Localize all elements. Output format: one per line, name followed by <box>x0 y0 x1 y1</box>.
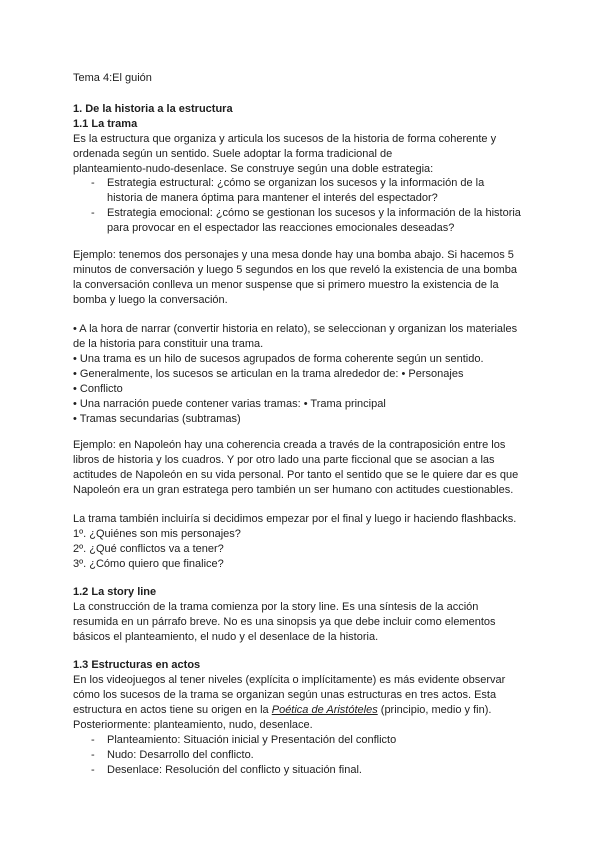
subsection-heading: 1.3 Estructuras en actos <box>73 659 201 671</box>
paragraph-intro: Es la estructura que organiza y articula los sucesos de la historia de forma coherente y ordenada según un sentido. Suele adoptar la forma tradicional de planteamiento-nudo-desenlace. Se construye según una doble estrategia: <box>73 133 497 175</box>
subsection-heading: 1.2 La story line <box>73 586 157 598</box>
paragraph-example-napoleon: Ejemplo: en Napoleón hay una coherencia creada a través de la contraposición entre los libros de historia y los cuadros. Y por otro lado una parte ficcional que se asocian a las actitudes de Napoleón en su vida personal. Por tanto el sentido que se le quiere dar es que Napoleón era un gran estratega pero también un ser humano con actitudes cuestionables. <box>73 439 519 496</box>
subsection-heading: 1.1 La trama <box>73 118 138 130</box>
paragraph-story-line: La construcción de la trama comienza por la story line. Es una síntesis de la acción resumida en un párrafo breve. No es una sinopsis ya que debe incluir como elementos básicos el planteamiento, el nudo y el desenlace de la historia. <box>73 601 496 643</box>
paragraph-example-bomb: Ejemplo: tenemos dos personajes y una mesa donde hay una bomba abajo. Si hacemos 5 minutos de conversación y luego 5 segundos en los que reveló la existencia de una bomba la conversación conlleva un menor suspense que si primero muestro la existencia de la bomba y luego la conversación. <box>73 249 517 306</box>
document-page: Tema 4:El guión 1. De la historia a la estructura 1.1 La trama Es la estructura que organiza y articula los sucesos de la historia de forma coherente y ordenada según un sentido. Suele adoptar la forma tradicional de planteamiento-nudo-desenlace. Se construye según una doble estrategia: - Estrategia estructural: ¿cómo se organizan los sucesos y la información de la historia de manera óptima para mantener el interés del espectador? - Estrategia emocional: ¿cómo se gestionan los sucesos y la información de la historia para provocar en el espectador las reacciones emocionales deseadas? Ejemplo: tenemos dos personajes y una mesa donde hay una bomba abajo. Si hacemos 5 minutos de conversación y luego 5 segundos en los que reveló la existencia de una bomba la conversación conlleva un menor suspense que si primero muestro la existencia de la bomba y luego la conversación. • A la hora de narrar (convertir historia en relato), se seleccionan y organizan los materiales de la historia para constituir una trama. • Una trama es un hilo de sucesos agrupados de forma coherente según un sentido. • Generalmente, los sucesos se articulan en la trama alrededor de: • Personajes • Conflicto • Una narración puede contener varias tramas: • Trama principal • Tramas secundarias (subtramas) Ejemplo: en Napoleón hay una coherencia creada a través de la contraposición entre los libros de historia y los cuadros. Y por otro lado una parte ficcional que se asocian a las actitudes de Napoleón en su vida personal. Por tanto el sentido que se le quiere dar es que Napoleón era un gran estratega pero también un ser humano con actitudes cuestionables. La trama también incluiría si decidimos empezar por el final y luego ir haciendo flashbacks. 1º. ¿Quiénes son mis personajes? 2º. ¿Qué conflictos va a tener? 3º. ¿Cómo quiero que finalice? 1.2 La story line La construcción de la trama comienza por la story line. Es una síntesis de la acción resumida en un párrafo breve. No es una sinopsis ya que debe incluir como elementos básicos el planteamiento, el nudo y el desenlace de la historia. 1.3 Estructuras en actos En los videojuegos al tener niveles (explícita o implícitamente) es más evidente observar cómo los sucesos de la trama se organizan según unas estructuras en tres actos. Esta estructura en actos tiene su origen en la Poética de Aristóteles (principio, medio y fin). Posteriormente: planteamiento, nudo, desenlace. - Planteamiento: Situación inicial y Presentación del conflicto - Nudo: Desarrollo del conflicto. - Desenlace: Resolución del conflicto y situación final. <box>0 0 600 848</box>
paragraph-flashback: La trama también incluiría si decidimos empezar por el final y luego ir haciendo flashbacks. 1º. ¿Quiénes son mis personajes? 2º. ¿Qué conflictos va a tener? 3º. ¿Cómo quiero que finalice? <box>73 513 517 570</box>
paragraph-acts: En los videojuegos al tener niveles (explícita o implícitamente) es más evidente observar cómo los sucesos de la trama se organizan según unas estructuras en tres actos. Esta estructura en actos tiene su origen en la Poética de Aristóteles (principio, medio y fin). Posteriormente: planteamiento, nudo, desenlace. <box>73 674 506 731</box>
bullet-points: • A la hora de narrar (convertir historia en relato), se seleccionan y organizan los materiales de la historia para constituir una trama. • Una trama es un hilo de sucesos agrupados de forma coherente según un sentido. • Generalmente, los sucesos se articulan en la trama alrededor de: • Personajes • Conflicto • Una narración puede contener varias tramas: • Trama principal • Tramas secundarias (subtramas) <box>73 323 518 425</box>
document-title: Tema 4:El guión <box>73 72 152 84</box>
section-heading: 1. De la historia a la estructura <box>73 103 233 115</box>
poetica-link[interactable]: Poética de Aristóteles <box>271 704 378 716</box>
